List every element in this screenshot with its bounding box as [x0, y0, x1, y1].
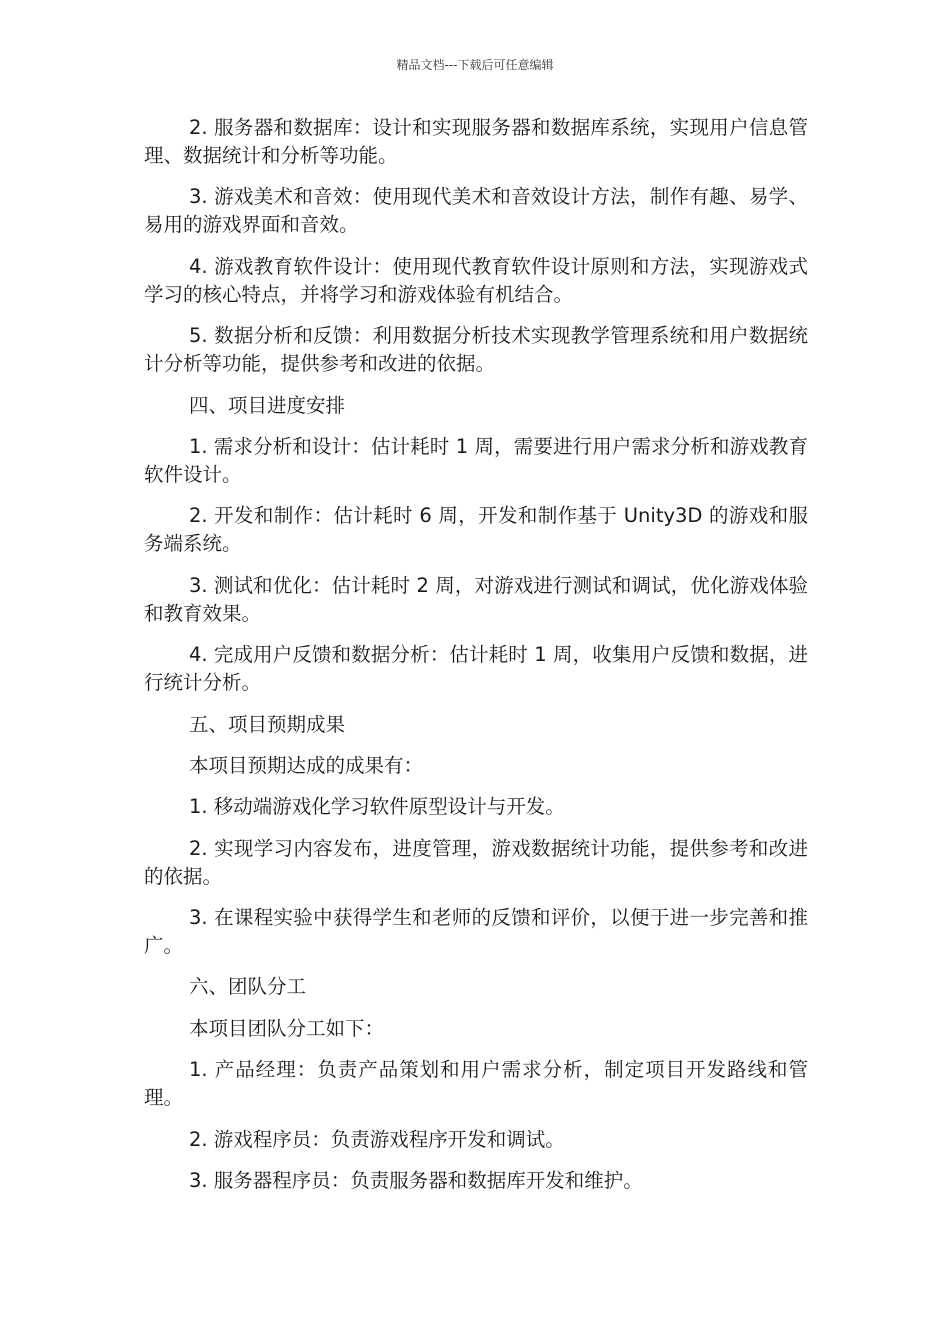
paragraph: 2. 实现学习内容发布，进度管理，游戏数据统计功能，提供参考和改进的依据。 — [144, 836, 808, 888]
paragraph: 2. 开发和制作：估计耗时 6 周，开发和制作基于 Unity3D 的游戏和服务端系统。 — [144, 504, 808, 556]
page-header: 精品文档---下载后可任意编辑 — [396, 58, 554, 72]
document-body — [144, 114, 808, 1208]
paragraph: 本项目团队分工如下： — [189, 1016, 385, 1040]
section-heading: 六、团队分工 — [189, 975, 307, 999]
paragraph: 2. 服务器和数据库：设计和实现服务器和数据库系统，实现用户信息管理、数据统计和分析等功能。 — [144, 116, 808, 167]
section-heading: 五、项目预期成果 — [189, 712, 346, 736]
paragraph: 2. 游戏程序员：负责游戏程序开发和调试。 — [189, 1127, 565, 1151]
paragraph: 3. 服务器程序员：负责服务器和数据库开发和维护。 — [189, 1169, 643, 1193]
paragraph: 本项目预期达成的成果有： — [189, 753, 424, 777]
paragraph: 4. 完成用户反馈和数据分析：估计耗时 1 周，收集用户反馈和数据，进行统计分析。 — [144, 643, 808, 695]
paragraph: 1. 需求分析和设计：估计耗时 1 周，需要进行用户需求分析和游戏教育软件设计。 — [144, 434, 808, 486]
paragraph: 3. 测试和优化：估计耗时 2 周，对游戏进行测试和调试，优化游戏体验和教育效果。 — [144, 573, 808, 625]
paragraph: 3. 在课程实验中获得学生和老师的反馈和评价，以便于进一步完善和推广。 — [144, 906, 808, 958]
paragraph: 1. 产品经理：负责产品策划和用户需求分析，制定项目开发路线和管理。 — [144, 1058, 808, 1110]
section-heading: 四、项目进度安排 — [189, 393, 346, 417]
paragraph: 3. 游戏美术和音效：使用现代美术和音效设计方法，制作有趣、易学、易用的游戏界面和音效。 — [144, 185, 808, 237]
paragraph: 5. 数据分析和反馈：利用数据分析技术实现教学管理系统和用户数据统计分析等功能，提供参考和改进的依据。 — [144, 324, 808, 376]
paragraph: 1. 移动端游戏化学习软件原型设计与开发。 — [189, 795, 565, 819]
paragraph: 4. 游戏教育软件设计：使用现代教育软件设计原则和方法，实现游戏式学习的核心特点，并将学习和游戏体验有机结合。 — [144, 254, 808, 306]
